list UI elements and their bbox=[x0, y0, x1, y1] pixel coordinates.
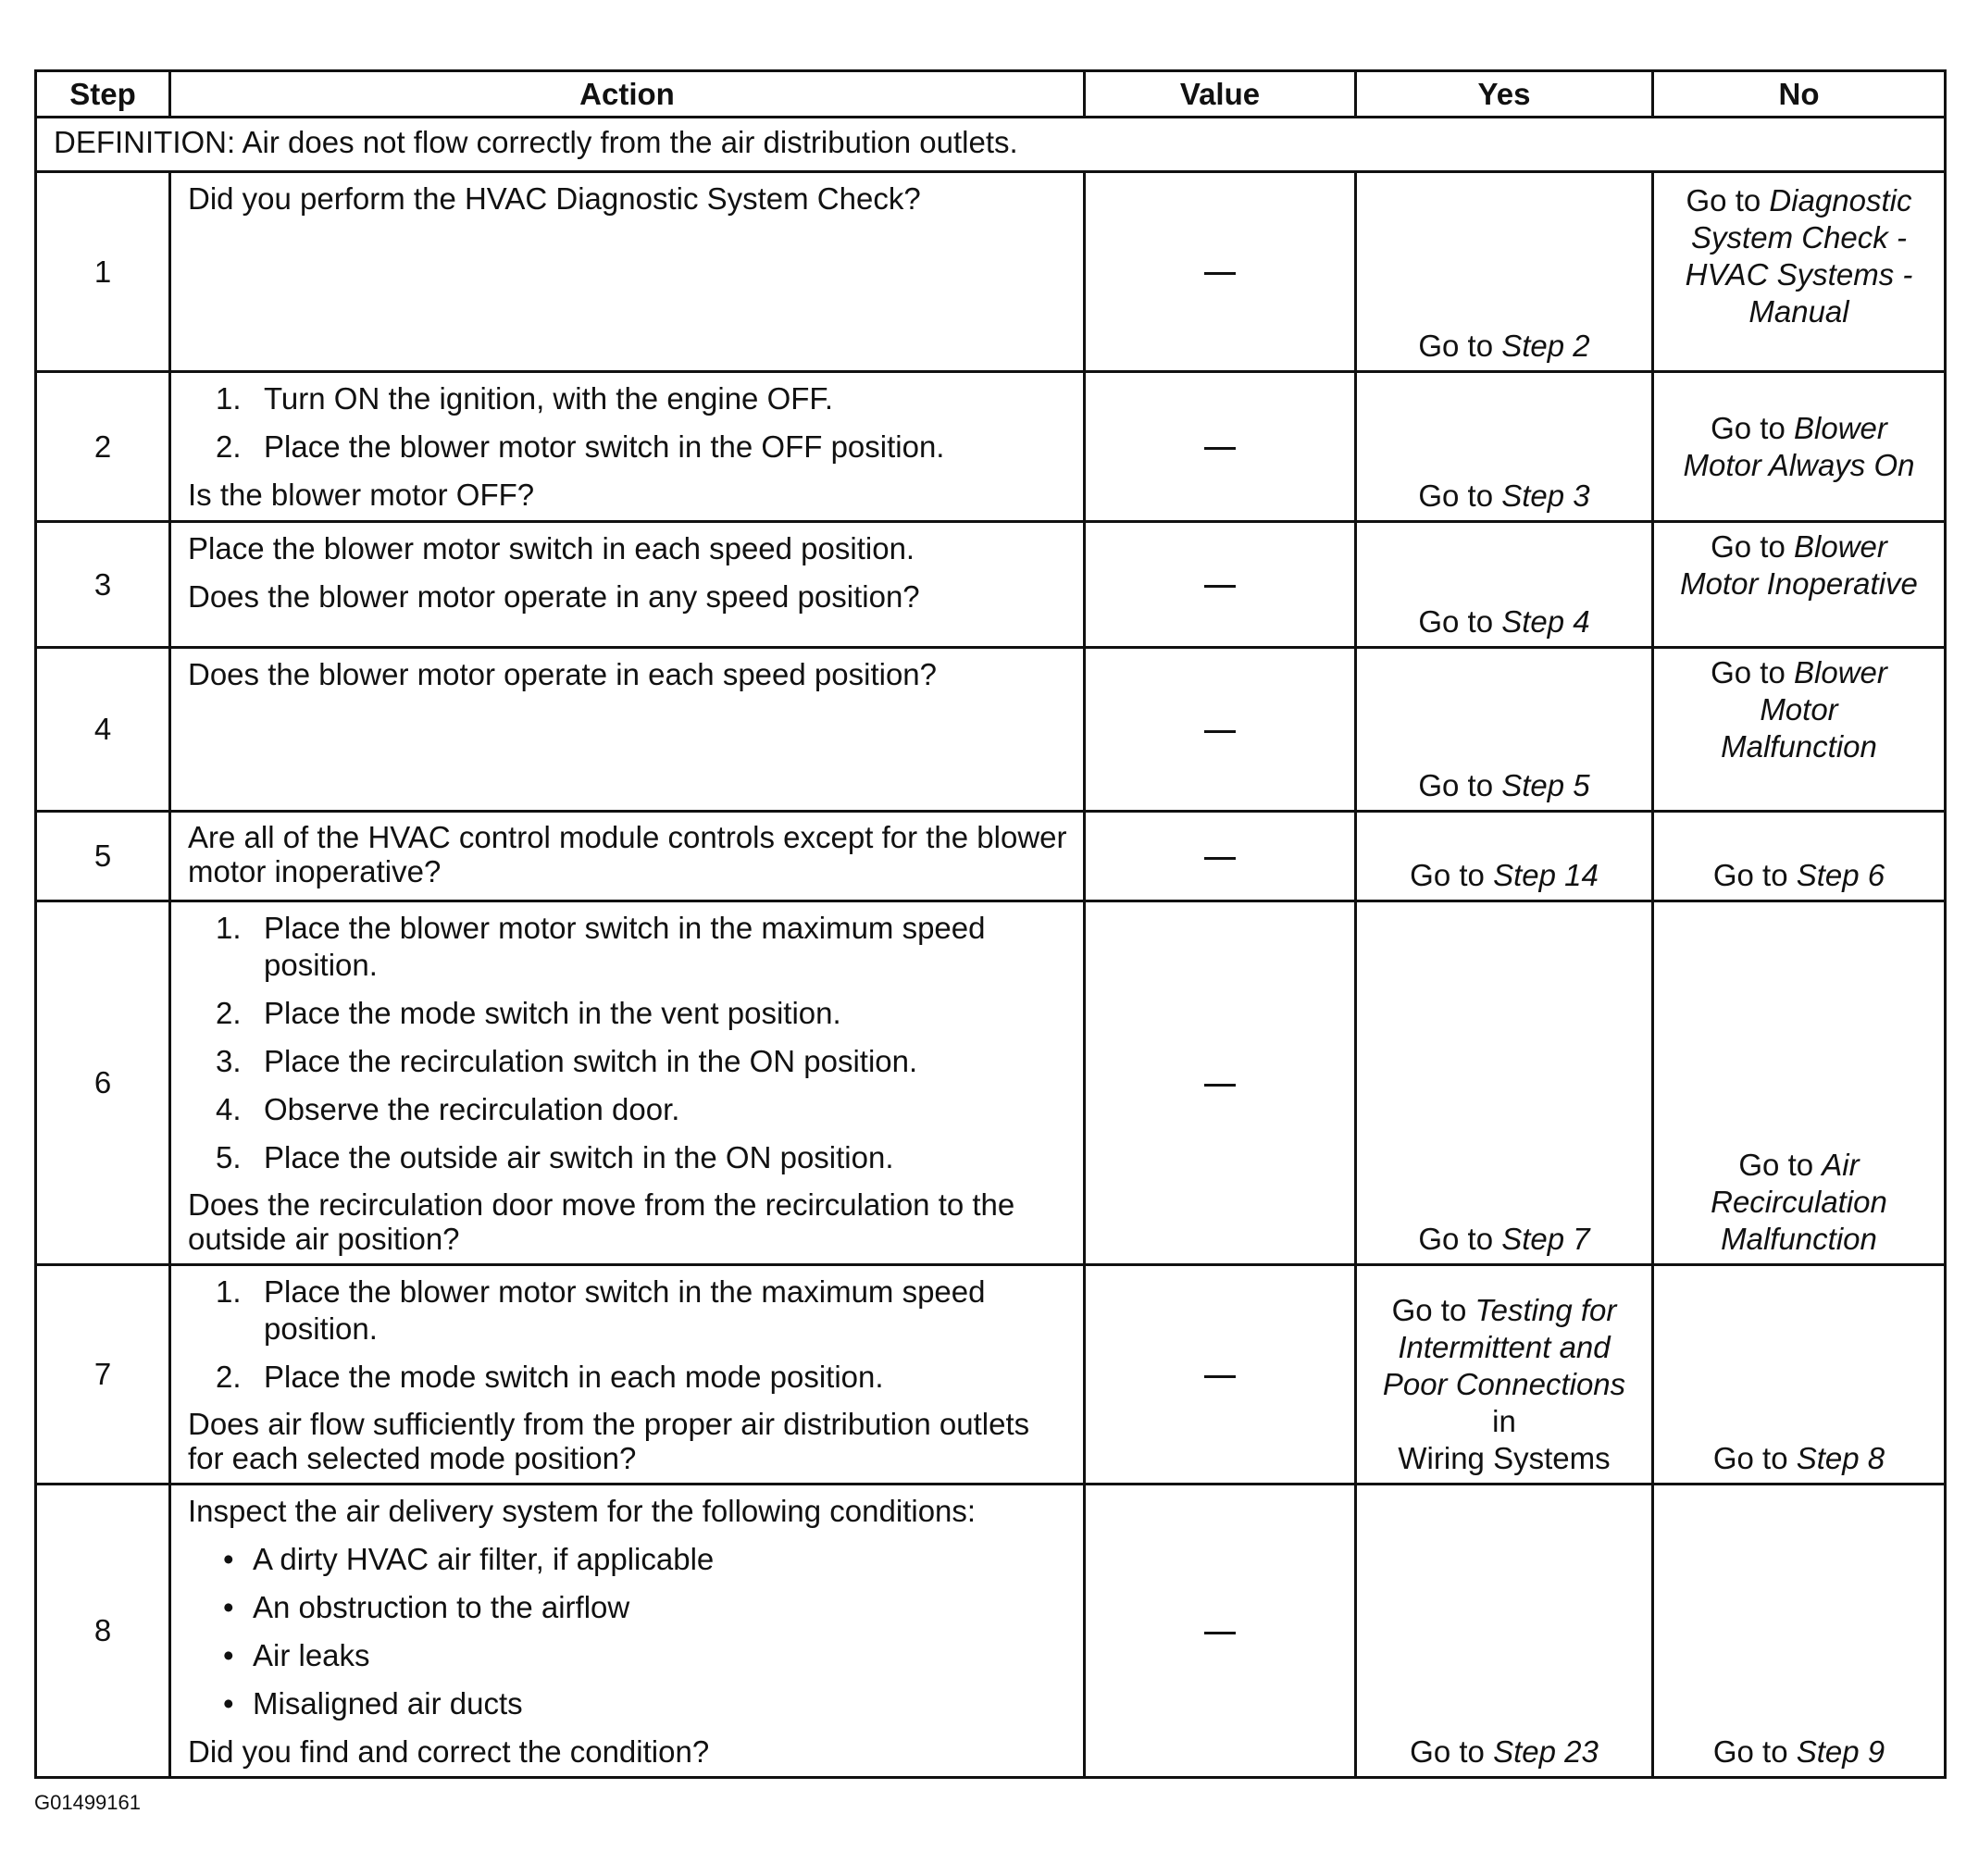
value-cell bbox=[1085, 172, 1356, 372]
yes-link[interactable]: Go to Step 2 bbox=[1418, 329, 1590, 363]
value-cell bbox=[1085, 1485, 1356, 1778]
no-link[interactable]: Go to Step 9 bbox=[1712, 1734, 1885, 1769]
no-link[interactable]: Go to Blower Motor Malfunction bbox=[1711, 655, 1887, 764]
no-cell bbox=[1653, 372, 1946, 522]
no-cell bbox=[1653, 648, 1946, 812]
list-item: • Air leaks bbox=[223, 1638, 370, 1672]
list-item: • An obstruction to the airflow bbox=[223, 1590, 630, 1624]
action-cell bbox=[170, 522, 1085, 648]
step-number: 1 bbox=[36, 172, 170, 372]
action-cell bbox=[170, 1485, 1085, 1778]
list-item: 2. Place the blower motor switch in the OFF position. bbox=[216, 429, 945, 464]
table-row bbox=[36, 1265, 1946, 1485]
step-number: 2 bbox=[36, 372, 170, 522]
yes-link[interactable]: Go to Testing for Intermittent and Poor Connections in Wiring Systems bbox=[1382, 1293, 1626, 1475]
no-cell bbox=[1653, 1485, 1946, 1778]
no-cell bbox=[1653, 522, 1946, 648]
diagnostic-table bbox=[34, 69, 1947, 1779]
yes-link[interactable]: Go to Step 7 bbox=[1418, 1222, 1590, 1256]
value-cell bbox=[1085, 522, 1356, 648]
action-instruction: Place the blower motor switch in each speed position. bbox=[188, 531, 915, 565]
table-row bbox=[36, 812, 1946, 901]
action-cell bbox=[170, 901, 1085, 1265]
no-link[interactable]: Go to Step 8 bbox=[1712, 1441, 1885, 1475]
list-item: • A dirty HVAC air filter, if applicable bbox=[223, 1542, 715, 1576]
no-cell bbox=[1653, 172, 1946, 372]
yes-link[interactable]: Go to Step 5 bbox=[1418, 768, 1590, 802]
value-cell bbox=[1085, 901, 1356, 1265]
header-yes: Yes bbox=[1356, 71, 1653, 118]
no-link[interactable]: Go to Air Recirculation Malfunction bbox=[1711, 1148, 1887, 1256]
list-item: 1. Place the blower motor switch in the maximum speed position. bbox=[216, 1274, 986, 1346]
action-cell bbox=[170, 1265, 1085, 1485]
list-item: • Misaligned air ducts bbox=[223, 1686, 523, 1721]
action-question: Did you find and correct the condition? bbox=[188, 1734, 710, 1769]
yes-cell bbox=[1356, 648, 1653, 812]
value-dash bbox=[1204, 585, 1236, 588]
yes-cell bbox=[1356, 172, 1653, 372]
table-row bbox=[36, 372, 1946, 522]
action-steps bbox=[188, 380, 1068, 466]
header-no: No bbox=[1653, 71, 1946, 118]
action-question: Did you perform the HVAC Diagnostic System Check? bbox=[188, 181, 921, 216]
table-row bbox=[36, 522, 1946, 648]
value-cell bbox=[1085, 648, 1356, 812]
no-link[interactable]: Go to Blower Motor Always On bbox=[1683, 410, 1915, 482]
figure-id: G01499161 bbox=[34, 1791, 141, 1814]
value-dash bbox=[1204, 857, 1236, 860]
value-dash bbox=[1204, 447, 1236, 450]
step-number: 6 bbox=[36, 901, 170, 1265]
no-link[interactable]: Go to Blower Motor Inoperative bbox=[1680, 529, 1918, 601]
table-row bbox=[36, 901, 1946, 1265]
header-row bbox=[36, 71, 1946, 118]
no-cell bbox=[1653, 901, 1946, 1265]
action-instruction: Inspect the air delivery system for the following conditions: bbox=[188, 1494, 977, 1528]
condition-list bbox=[188, 1541, 1068, 1722]
action-question: Does air flow sufficiently from the proper air distribution outlets for each selected mode position? bbox=[188, 1407, 1030, 1475]
yes-link[interactable]: Go to Step 23 bbox=[1410, 1734, 1599, 1769]
step-number: 5 bbox=[36, 812, 170, 901]
yes-link[interactable]: Go to Step 14 bbox=[1410, 858, 1599, 892]
list-item: 2. Place the mode switch in the vent position. bbox=[216, 996, 841, 1030]
definition-text: DEFINITION: Air does not flow correctly from the air distribution outlets. bbox=[36, 118, 1946, 172]
yes-cell bbox=[1356, 372, 1653, 522]
list-item: 1. Turn ON the ignition, with the engine OFF. bbox=[216, 381, 834, 416]
table-row bbox=[36, 172, 1946, 372]
action-cell bbox=[170, 172, 1085, 372]
no-cell bbox=[1653, 1265, 1946, 1485]
list-item: 3. Place the recirculation switch in the ON position. bbox=[216, 1044, 918, 1078]
value-cell bbox=[1085, 372, 1356, 522]
table-row bbox=[36, 648, 1946, 812]
value-dash bbox=[1204, 272, 1236, 275]
no-cell bbox=[1653, 812, 1946, 901]
list-item: 1. Place the blower motor switch in the maximum speed position. bbox=[216, 911, 986, 982]
action-question: Is the blower motor OFF? bbox=[188, 478, 535, 512]
value-cell bbox=[1085, 1265, 1356, 1485]
header-value: Value bbox=[1085, 71, 1356, 118]
header-step: Step bbox=[36, 71, 170, 118]
step-number: 3 bbox=[36, 522, 170, 648]
step-number: 7 bbox=[36, 1265, 170, 1485]
table-row bbox=[36, 1485, 1946, 1778]
yes-link[interactable]: Go to Step 3 bbox=[1418, 478, 1590, 513]
value-dash bbox=[1204, 1632, 1236, 1634]
step-number: 4 bbox=[36, 648, 170, 812]
list-item: 2. Place the mode switch in each mode position. bbox=[216, 1360, 884, 1394]
value-cell bbox=[1085, 812, 1356, 901]
value-dash bbox=[1204, 730, 1236, 733]
action-steps bbox=[188, 1273, 1068, 1396]
list-item: 5. Place the outside air switch in the ON position. bbox=[216, 1140, 894, 1174]
value-dash bbox=[1204, 1084, 1236, 1087]
yes-cell bbox=[1356, 522, 1653, 648]
value-dash bbox=[1204, 1375, 1236, 1378]
action-question: Does the blower motor operate in each speed position? bbox=[188, 657, 937, 691]
yes-cell bbox=[1356, 812, 1653, 901]
action-steps bbox=[188, 910, 1068, 1176]
action-cell bbox=[170, 812, 1085, 901]
header-action: Action bbox=[170, 71, 1085, 118]
action-question: Are all of the HVAC control module controls except for the blower motor inoperative? bbox=[188, 820, 1067, 888]
action-cell bbox=[170, 372, 1085, 522]
yes-cell bbox=[1356, 1265, 1653, 1485]
yes-link[interactable]: Go to Step 4 bbox=[1418, 604, 1590, 639]
list-item: 4. Observe the recirculation door. bbox=[216, 1092, 680, 1126]
action-question: Does the blower motor operate in any speed position? bbox=[188, 579, 920, 614]
yes-cell bbox=[1356, 901, 1653, 1265]
definition-row bbox=[36, 118, 1946, 172]
no-link[interactable]: Go to Step 6 bbox=[1712, 858, 1885, 892]
yes-cell bbox=[1356, 1485, 1653, 1778]
action-cell bbox=[170, 648, 1085, 812]
step-number: 8 bbox=[36, 1485, 170, 1778]
no-link[interactable]: Go to Diagnostic System Check - HVAC Systems - Manual bbox=[1685, 183, 1913, 329]
action-question: Does the recirculation door move from the recirculation to the outside air position? bbox=[188, 1187, 1015, 1256]
